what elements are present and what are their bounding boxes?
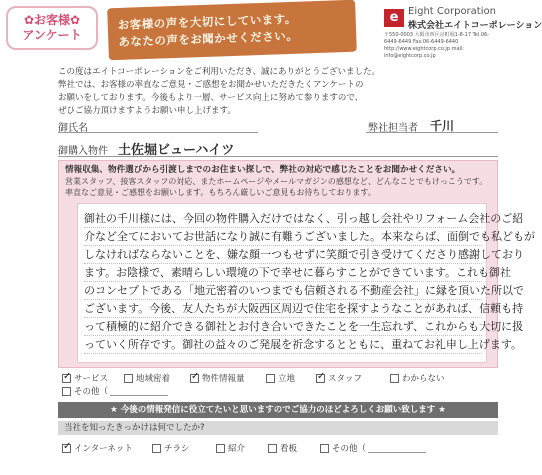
checkbox-box[interactable]	[320, 444, 329, 453]
checkbox-label: 看板	[280, 444, 298, 454]
answer-line: ございます。今後、友人たちが大阪西区周辺で住宅を探すようなことがあれば、信頼も持	[84, 300, 482, 318]
checkbox-property-info[interactable]	[190, 372, 245, 384]
checkbox-label: 地域密着	[136, 374, 171, 384]
answer-line: って積極的に紹介できる御社とお付き合いできたことを一生忘れず、これからも大切に扱	[84, 318, 482, 336]
intro-line: 弊社では、お客様の率直なご意見・ご感想をお聞かせいただきたくアンケートの	[58, 80, 364, 90]
company-address: 〒550-0003 大阪市西区京町堀1-8-17 Tel.06-6449-6449 Fax.06-6449-6440 http://www.eightcorp.co.jp mail: info@eightcorp.co.jp	[384, 32, 490, 59]
checkbox-box[interactable]	[316, 374, 325, 383]
answer-line: のコンセプトである「地元密着のいつまでも信頼される不動産会社」に縁を頂いた所以で	[84, 282, 482, 300]
checkbox-label: 紹介	[228, 444, 246, 454]
staff-value[interactable]: 千川	[430, 119, 455, 133]
checkbox-label: チラシ	[164, 444, 190, 454]
checkbox-local[interactable]	[124, 372, 170, 384]
checkbox-box[interactable]	[152, 444, 161, 453]
checkbox-box[interactable]	[124, 374, 133, 383]
feedback-section	[58, 160, 535, 368]
property-label: 御購入物件	[58, 146, 108, 157]
title-banner	[107, 0, 357, 60]
checkbox-label: インターネット	[74, 444, 133, 454]
checkbox-signboard[interactable]	[268, 442, 297, 454]
intro-line: ぜひご協力頂けますようお願い申し上げます。	[58, 106, 236, 116]
property-underline	[58, 156, 498, 157]
survey-badge	[6, 6, 98, 50]
badge-line1: ✿お客様✿	[23, 13, 81, 27]
feedback-lead: 情報収集、物件選びから引渡しまでのお住まい探しで、弊社の対応で感じたことをお聞かせください。	[65, 165, 461, 175]
name-field[interactable]	[58, 132, 258, 133]
feedback-instructions	[65, 165, 491, 198]
answer-line: ます。お陰様で、素晴らしい環境の下で幸せに暮らすことができています。これも御社	[84, 264, 482, 282]
checkbox-box[interactable]	[190, 374, 199, 383]
logo-japanese: 株式会社エイトコーポレーション	[408, 21, 542, 31]
logo-english: Eight Corporation	[408, 6, 496, 17]
checkbox-internet[interactable]	[62, 442, 133, 454]
checkbox-unknown[interactable]	[390, 372, 445, 384]
checkbox-box[interactable]	[216, 444, 225, 453]
logo-mark-icon: e	[384, 9, 404, 27]
checkbox-referral[interactable]	[216, 442, 245, 454]
checkbox-source-other[interactable]	[320, 442, 426, 454]
answer-line: 介など全てにおいてお世話になり誠に有難うございました。本来ならば、面倒でも私どもが	[84, 228, 482, 246]
checkbox-flyer[interactable]	[152, 442, 190, 454]
staff-underline	[366, 132, 498, 133]
intro-line: この度はエイトコーポレーションをご利用いただき、誠にありがとうございました。	[58, 67, 380, 77]
checkbox-box[interactable]	[62, 374, 71, 383]
banner-line1: お客様の声を大切にしています。	[117, 11, 297, 32]
checkbox-box[interactable]	[268, 444, 277, 453]
question-bar: 当社を知ったきっかけは何でしたか?	[58, 421, 498, 435]
checkbox-box[interactable]	[62, 387, 71, 396]
checkbox-service[interactable]	[62, 372, 108, 384]
answer-line: っていく所存です。御社の益々のご発展を祈念するとともに、重ねてお礼申し上げます。	[84, 336, 482, 354]
checkbox-label: サービス	[74, 374, 109, 384]
survey-header	[0, 0, 542, 62]
name-label: 御氏名	[58, 123, 88, 134]
badge-line2: アンケート	[22, 28, 82, 42]
feedback-sub: 営業スタッフ、接客スタッフの対応、またホームページやメールマガジンの感想など、どんなことでもけっこうです。	[65, 177, 488, 186]
feedback-sub: 率直なご意見・ご感想をお願いします。もちろん厳しいご意見もお待ちしております。	[65, 188, 376, 197]
checkbox-location[interactable]	[266, 372, 295, 384]
source-options	[58, 440, 498, 454]
staff-label: 弊社担当者	[368, 123, 418, 134]
intro-line: お願いをしております。今後もより一層、サービス向上に努めて参りますので、	[58, 93, 364, 103]
checkbox-label: その他（	[74, 387, 109, 397]
intro-text	[58, 66, 498, 118]
checkbox-staff[interactable]	[316, 372, 362, 384]
banner-line2: あなたの声をお聞かせください。	[118, 28, 299, 49]
answer-line: 御社の千川様には、今回の物件購入だけではなく、引っ越し会社やリフォーム会社のご紹	[84, 210, 482, 228]
source-other-input[interactable]	[368, 444, 426, 453]
checkbox-other[interactable]	[62, 385, 168, 397]
checkbox-label: スタッフ	[328, 374, 363, 384]
answer-line: しなければならないことを、嫌な顔一つもせずに笑顔で引き受けてくださり感謝しており	[84, 246, 482, 264]
checkbox-label: その他（	[332, 444, 367, 454]
checkbox-label: 物件情報量	[202, 374, 245, 384]
notice-bar: ★ 今後の情報発信に役立てたいと思いますのでご協力のほどよろしくお願い致します ★	[58, 402, 498, 418]
checkbox-label: わからない	[402, 374, 445, 384]
other-input[interactable]	[110, 387, 168, 396]
checkbox-box[interactable]	[266, 374, 275, 383]
feedback-answer-area[interactable]	[77, 203, 535, 363]
checkbox-label: 立地	[278, 374, 296, 384]
checkbox-box[interactable]	[62, 444, 71, 453]
checkbox-box[interactable]	[390, 374, 399, 383]
property-value[interactable]: 土佐堀ビューハイツ	[118, 143, 235, 158]
